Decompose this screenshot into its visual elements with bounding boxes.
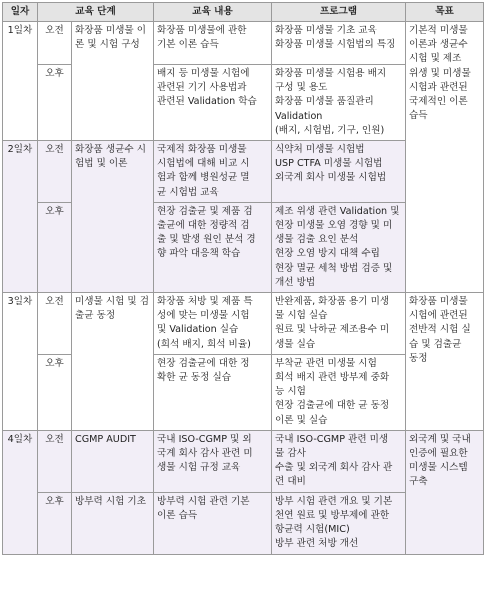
time-label: 오전 <box>38 141 72 203</box>
goal-line: 위생 및 미생물 <box>409 67 471 79</box>
content-line: 국내 ISO-CGMP 및 외 <box>157 433 252 445</box>
content-cell <box>154 202 272 292</box>
stage-line: 험법 및 이론 <box>75 158 128 170</box>
program-line: 제조 위생 관련 Validation 및 <box>275 205 400 217</box>
stage-line: 화장품 미생물 이 <box>75 25 146 36</box>
goal-line: 화장품 미생물 <box>409 296 468 308</box>
content-line: 관련된 기기 사용법과 <box>157 82 247 94</box>
stage-cell <box>72 293 154 431</box>
program-line: 방부 시험 관련 개요 및 기본 <box>275 495 393 507</box>
content-cell <box>154 141 272 203</box>
program-cell <box>272 202 406 292</box>
goal-line: 전반적 시험 실 <box>409 324 471 336</box>
goal-line: 국제적인 이론 <box>409 96 468 108</box>
content-cell <box>154 354 272 430</box>
content-line: 방부력 시험 관련 기본 <box>157 495 250 507</box>
program-line: 외국계 회사 미생물 시험법 <box>275 172 387 184</box>
goal-line: 외국계 및 국내 <box>409 433 471 445</box>
program-line: 화장품 미생물 시험법의 특징 <box>275 39 396 51</box>
content-line: 출 및 발생 원인 분석 경 <box>157 234 256 246</box>
program-line: 현장 검출균에 대한 균 동정 <box>275 400 390 412</box>
header-stage: 교육 단계 <box>38 3 154 22</box>
time-label: 오전 <box>38 22 72 65</box>
program-line: 개선 방법 <box>275 276 316 288</box>
program-line: 현장 멸균 세척 방법 검증 및 <box>275 262 393 274</box>
day-label: 1일차 <box>3 22 38 141</box>
content-line: 관련된 Validation 학습 <box>157 96 257 108</box>
header-goal: 목표 <box>406 3 484 22</box>
content-line: 배지 등 미생물 시험에 <box>157 68 250 79</box>
program-line: 화장품 미생물 기초 교육 <box>275 25 377 36</box>
day3-morning-row <box>3 293 484 355</box>
program-line: 수출 및 외국계 회사 감사 관 <box>275 462 393 474</box>
stage-line: CGMP AUDIT <box>75 433 136 445</box>
goal-line: 구축 <box>409 476 428 488</box>
program-line: 물 시험 실습 <box>275 310 328 322</box>
content-line: 기본 이론 습득 <box>157 39 219 51</box>
program-line: 천연 원료 및 방부제에 관한 <box>275 509 390 521</box>
goal-line: 시험과 관련된 <box>409 81 468 93</box>
content-line: 시험법에 대해 비교 시 <box>157 158 250 170</box>
program-line: 생물 검출 요인 분석 <box>275 234 359 246</box>
content-line: 확한 균 동정 실습 <box>157 372 232 384</box>
program-cell <box>272 65 406 141</box>
content-line: 험과 함께 병원성균 멸 <box>157 172 250 184</box>
goal-line: 기본적 미생물 <box>409 25 468 36</box>
content-line: 현장 검출균 및 제품 검 <box>157 205 253 217</box>
content-cell <box>154 293 272 355</box>
goal-line: 미생물 시스템 <box>409 462 468 474</box>
content-line: (희석 배지, 희석 비율) <box>157 338 251 350</box>
program-line: 방부 관련 처방 개선 <box>275 538 359 550</box>
content-line: 국계 회사 감사 관련 미 <box>157 448 253 460</box>
goal-line: 시험 및 제조 <box>409 53 462 65</box>
goal-line: 동정 <box>409 352 428 364</box>
program-cell <box>272 492 406 554</box>
content-line: 출균에 대한 정량적 검 <box>157 220 250 232</box>
program-cell <box>272 354 406 430</box>
stage-line: 론 및 시험 구성 <box>75 39 140 51</box>
header-row <box>3 3 484 22</box>
day-label: 4일차 <box>3 430 38 554</box>
goal-line: 습득 <box>409 110 428 122</box>
program-line: 현장 오염 방지 대책 수립 <box>275 248 380 260</box>
program-line: 현장 미생물 오염 경향 및 미 <box>275 220 393 232</box>
stage-line: 출균 동정 <box>75 310 116 322</box>
program-line: 부착균 관련 미생물 시험 <box>275 357 377 369</box>
day-label: 3일차 <box>3 293 38 431</box>
program-line: 화장품 미생물 시험용 배지 <box>275 68 387 79</box>
program-line: 련 대비 <box>275 476 306 488</box>
goal-cell <box>406 430 484 554</box>
program-line: 국내 ISO-CGMP 관련 미생 <box>275 433 389 445</box>
time-label: 오후 <box>38 354 72 430</box>
stage-cell <box>72 22 154 141</box>
day4-morning-row <box>3 430 484 492</box>
content-line: 및 Validation 실습 <box>157 324 239 336</box>
header-content: 교육 내용 <box>154 3 272 22</box>
goal-cell <box>406 293 484 431</box>
stage-cell <box>72 492 154 554</box>
time-label: 오후 <box>38 202 72 292</box>
content-cell <box>154 492 272 554</box>
content-line: 화장품 미생물에 관한 <box>157 25 247 36</box>
content-line: 균 시험법 교육 <box>157 186 219 198</box>
day1-morning-row <box>3 22 484 65</box>
stage-line: 화장품 생균수 시 <box>75 144 146 156</box>
time-label: 오후 <box>38 65 72 141</box>
goal-line: 시험에 관련된 <box>409 310 468 322</box>
goal-line: 인증에 필요한 <box>409 448 468 460</box>
program-cell <box>272 141 406 203</box>
stage-line: 미생물 시험 및 검 <box>75 296 150 308</box>
content-line: 국제적 화장품 미생물 <box>157 144 247 156</box>
content-line: 이론 습득 <box>157 509 198 521</box>
program-line: 생물 실습 <box>275 338 316 350</box>
goal-line: 이론과 생균수 <box>409 39 468 51</box>
program-line: 식약처 미생물 시험법 <box>275 144 365 156</box>
program-cell <box>272 293 406 355</box>
time-label: 오전 <box>38 293 72 355</box>
content-line: 향 파악 대응책 학습 <box>157 248 241 260</box>
stage-cell <box>72 430 154 492</box>
content-line: 생물 시험 규정 교육 <box>157 462 241 474</box>
stage-cell <box>72 141 154 293</box>
training-schedule-table <box>2 2 484 555</box>
content-line: 성에 맞는 미생물 시험 <box>157 310 250 322</box>
program-line: (배지, 시험법, 기구, 인원) <box>275 124 385 136</box>
program-line: 물 감사 <box>275 448 306 460</box>
program-line: Validation <box>275 110 323 122</box>
day-label: 2일차 <box>3 141 38 293</box>
program-cell <box>272 22 406 65</box>
content-cell <box>154 430 272 492</box>
content-line: 화장품 처방 및 제품 특 <box>157 296 253 308</box>
goal-cell <box>406 22 484 293</box>
program-line: 원료 및 낙하균 제조용수 미 <box>275 324 390 336</box>
goal-line: 습 및 검출균 <box>409 338 462 350</box>
program-line: 능 시험 <box>275 386 306 398</box>
program-line: USP CTFA 미생물 시험법 <box>275 158 383 170</box>
content-cell <box>154 22 272 65</box>
time-label: 오후 <box>38 492 72 554</box>
header-day: 일자 <box>3 3 38 22</box>
content-line: 현장 검출균에 대한 정 <box>157 357 250 369</box>
content-cell <box>154 65 272 141</box>
stage-line: 방부력 시험 기초 <box>75 495 146 507</box>
program-line: 항균력 시험(MIC) <box>275 524 350 536</box>
time-label: 오전 <box>38 430 72 492</box>
program-line: 화장품 미생물 품질관리 <box>275 96 374 108</box>
program-line: 이론 및 실습 <box>275 414 328 426</box>
program-line: 반완제품, 화장품 용기 미생 <box>275 296 390 308</box>
header-program: 프로그램 <box>272 3 406 22</box>
program-cell <box>272 430 406 492</box>
program-line: 희석 배지 관련 방부제 중화 <box>275 372 390 384</box>
program-line: 구성 및 용도 <box>275 82 328 94</box>
